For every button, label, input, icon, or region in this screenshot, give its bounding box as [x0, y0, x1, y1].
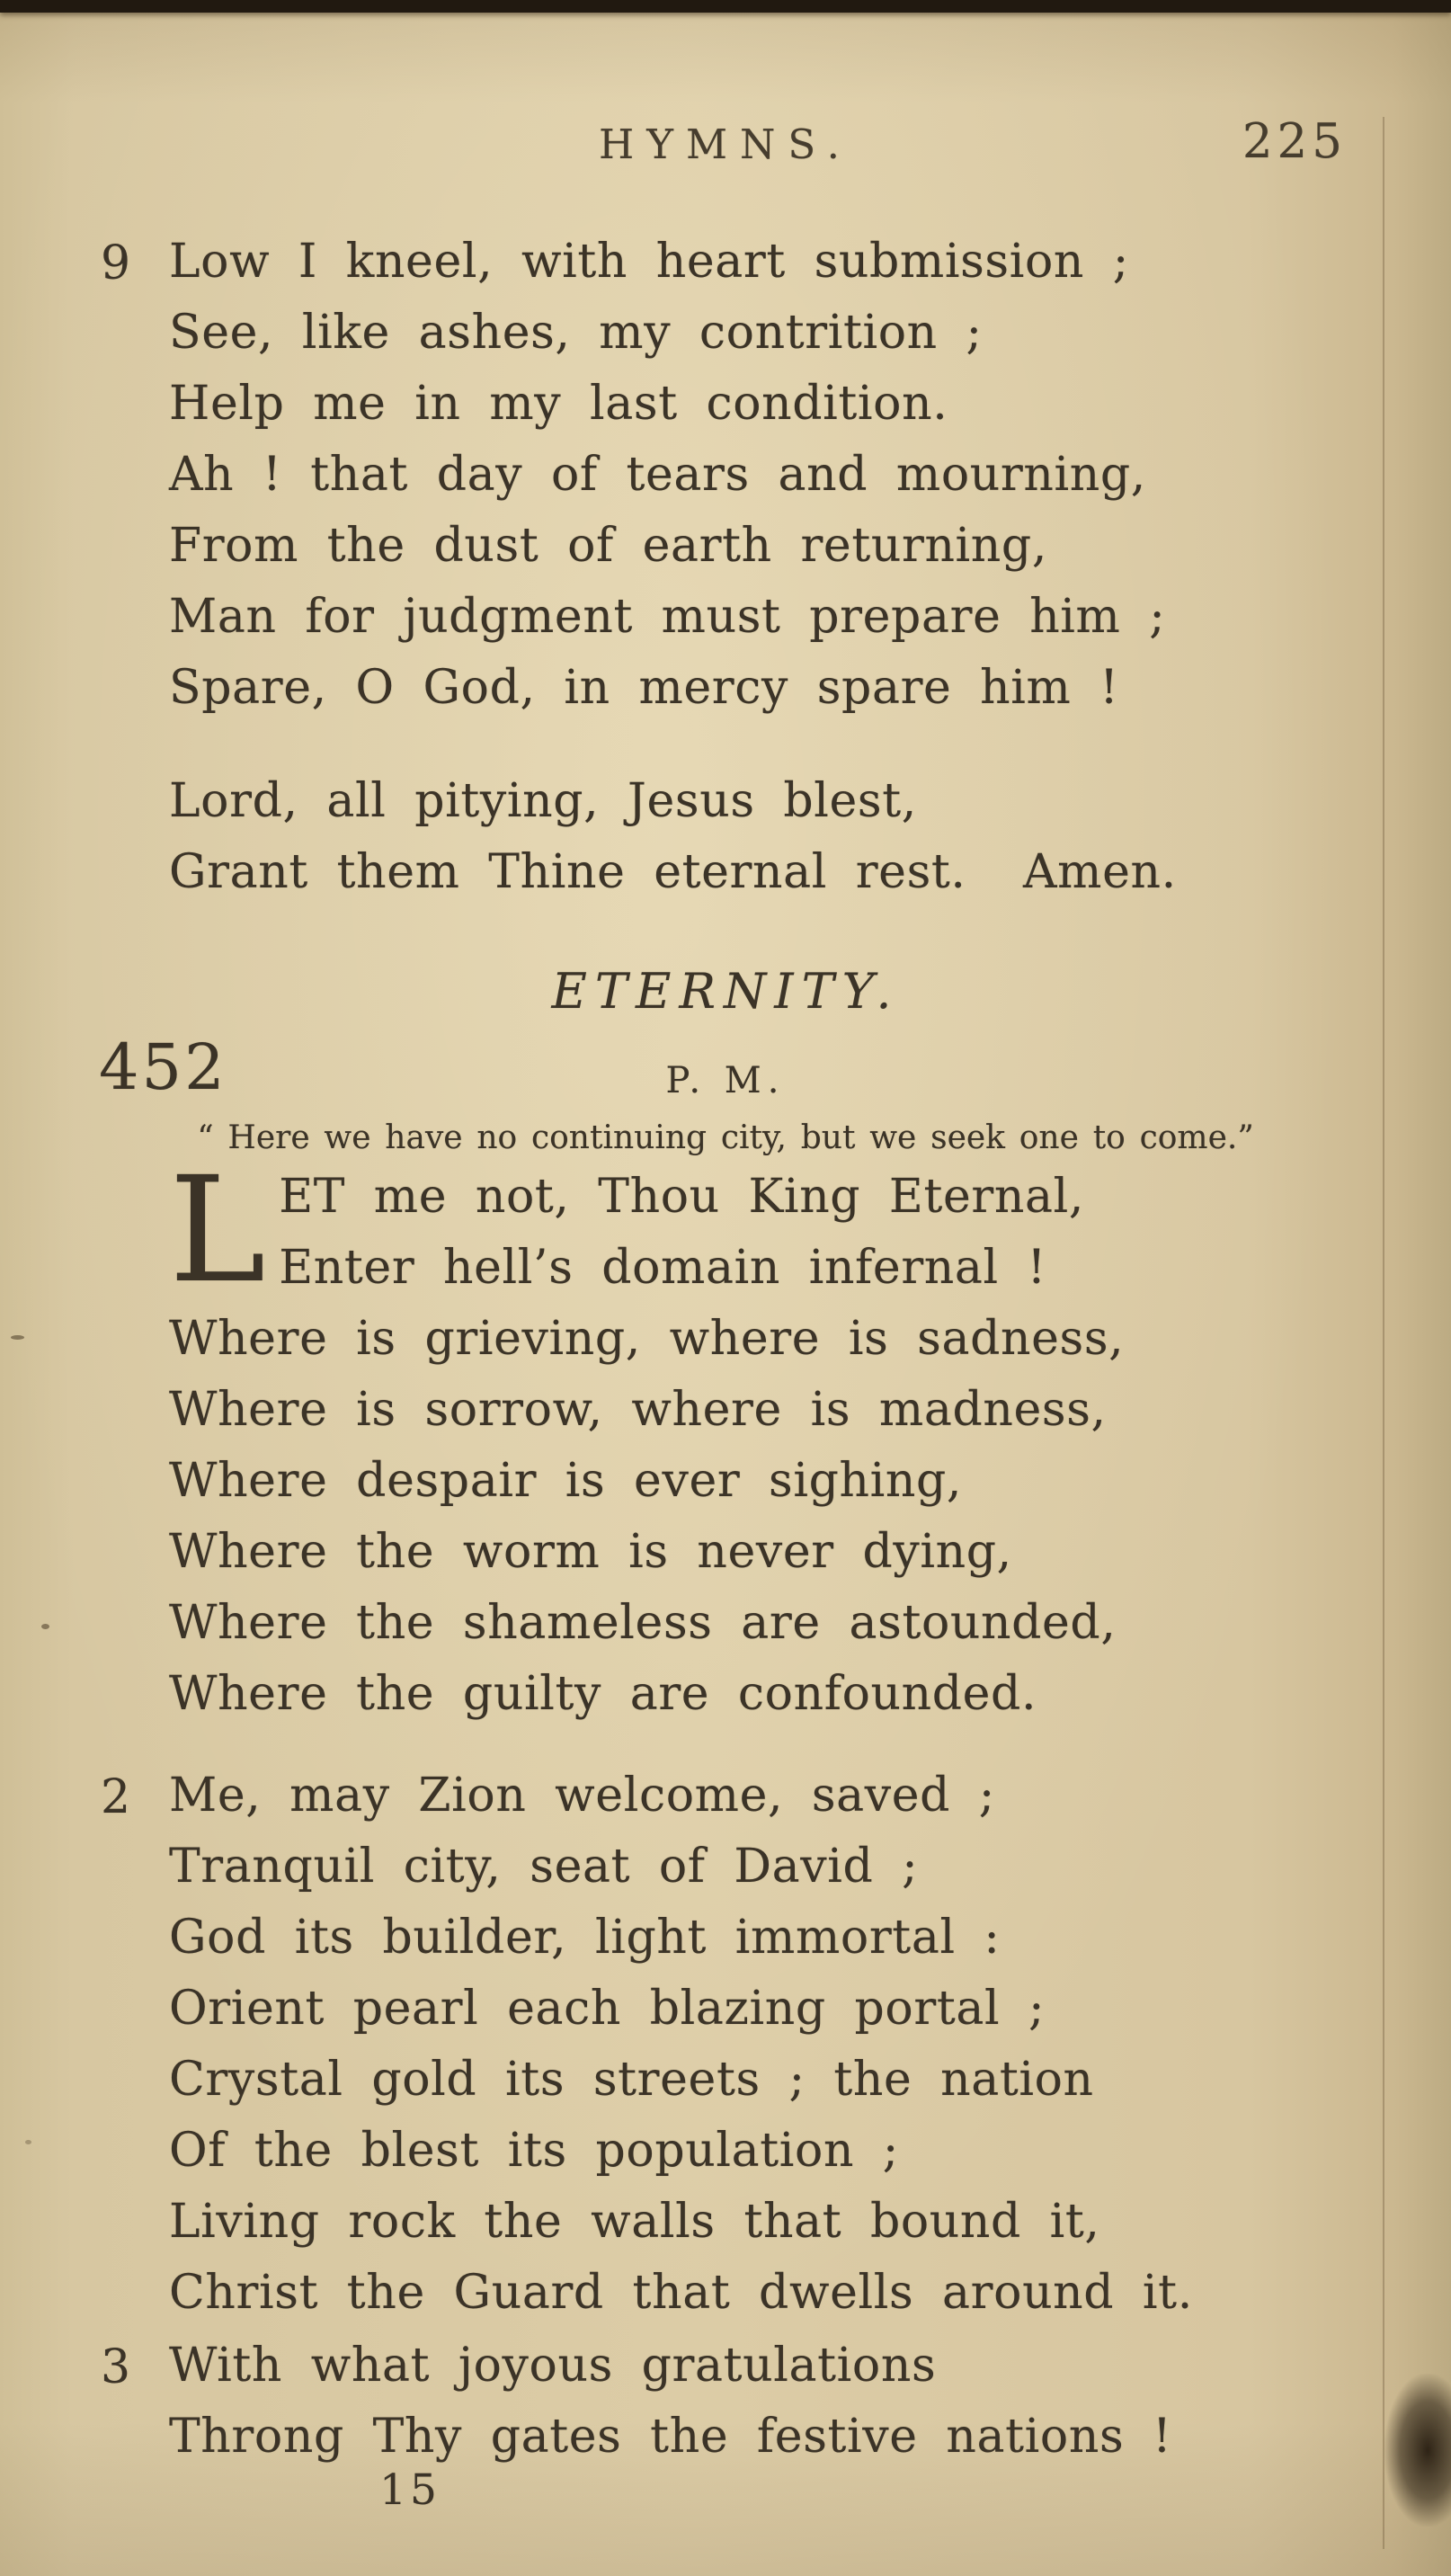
- signature-mark: 15: [379, 2465, 441, 2515]
- refrain-lines: [169, 766, 1370, 908]
- text-line: See, like ashes, my contrition ;: [169, 306, 983, 360]
- text-line: Crystal gold its streets ; the nation: [169, 2053, 1094, 2107]
- verse-number: 9: [101, 236, 131, 290]
- text-line: Christ the Guard that dwells around it.: [169, 2266, 1193, 2320]
- scan-corner-shadow: [1384, 2374, 1451, 2527]
- text-line: Ah ! that day of tears and mourning,: [169, 448, 1146, 502]
- hymn-meter: P. M.: [665, 1060, 786, 1101]
- hymn-epigraph: “ Here we have no continuing city, but we seek one to come.”: [197, 1119, 1254, 1156]
- verse-9: [101, 227, 1370, 724]
- page-crease: [1383, 117, 1384, 2549]
- text-line: Living rock the walls that bound it,: [169, 2195, 1100, 2249]
- dropcap-letter: L: [169, 1146, 267, 1315]
- text-line: Where the shameless are astounded,: [169, 1596, 1117, 1650]
- text-line: From the dust of earth returning,: [169, 519, 1047, 573]
- header-title: HYMNS.: [599, 120, 852, 168]
- scan-top-edge: [0, 0, 1451, 13]
- text-line: Where despair is ever sighing,: [169, 1454, 963, 1508]
- verse-lines: [169, 227, 1370, 724]
- text-line: ET me not, Thou King Eternal,: [279, 1170, 1085, 1224]
- text-line: Where is grieving, where is sadness,: [169, 1312, 1125, 1366]
- text-line: Lord, all pitying, Jesus blest,: [169, 774, 917, 828]
- text-line: Where the guilty are confounded.: [169, 1667, 1037, 1721]
- running-header: [0, 114, 1451, 169]
- text-line: With what joyous gratulations: [169, 2339, 937, 2393]
- verse-number: 3: [101, 2340, 131, 2394]
- text-line: Help me in my last condition.: [169, 377, 948, 431]
- text-line: God its builder, light immortal :: [169, 1911, 1001, 1965]
- verse-1: [169, 1146, 1370, 1730]
- text-line: Spare, O God, in mercy spare him !: [169, 661, 1119, 715]
- verse-lines: [169, 1304, 1370, 1730]
- scan-speck: [41, 1624, 49, 1629]
- verse-number: 2: [101, 1770, 131, 1824]
- scan-speck: [11, 1335, 24, 1340]
- verse-2: [101, 1760, 1370, 2329]
- verse-3: [101, 2331, 1370, 2473]
- text-line: Enter hell’s domain infernal !: [279, 1241, 1047, 1295]
- text-line: Tranquil city, seat of David ;: [169, 1840, 919, 1894]
- text-line: Where is sorrow, where is madness,: [169, 1383, 1107, 1437]
- text-line: Of the blest its population ;: [169, 2124, 899, 2178]
- page-number: 225: [1242, 114, 1347, 169]
- refrain: [169, 766, 1370, 908]
- hymn-number: 452: [99, 1030, 227, 1104]
- text-line: Man for judgment must prepare him ;: [169, 590, 1166, 644]
- text-line: Where the worm is never dying,: [169, 1525, 1012, 1579]
- text-line: Throng Thy gates the festive nations !: [169, 2410, 1172, 2464]
- scan-speck: [25, 2140, 31, 2144]
- verse-lines: [169, 2331, 1370, 2473]
- text-line: Grant them Thine eternal rest. Amen.: [169, 845, 1177, 899]
- text-line: Low I kneel, with heart submission ;: [169, 235, 1129, 289]
- verse-lines: [169, 1760, 1370, 2329]
- hymn-title: ETERNITY.: [551, 963, 900, 1020]
- text-line: Orient pearl each blazing portal ;: [169, 1982, 1046, 2036]
- text-line: Me, may Zion welcome, saved ;: [169, 1769, 995, 1823]
